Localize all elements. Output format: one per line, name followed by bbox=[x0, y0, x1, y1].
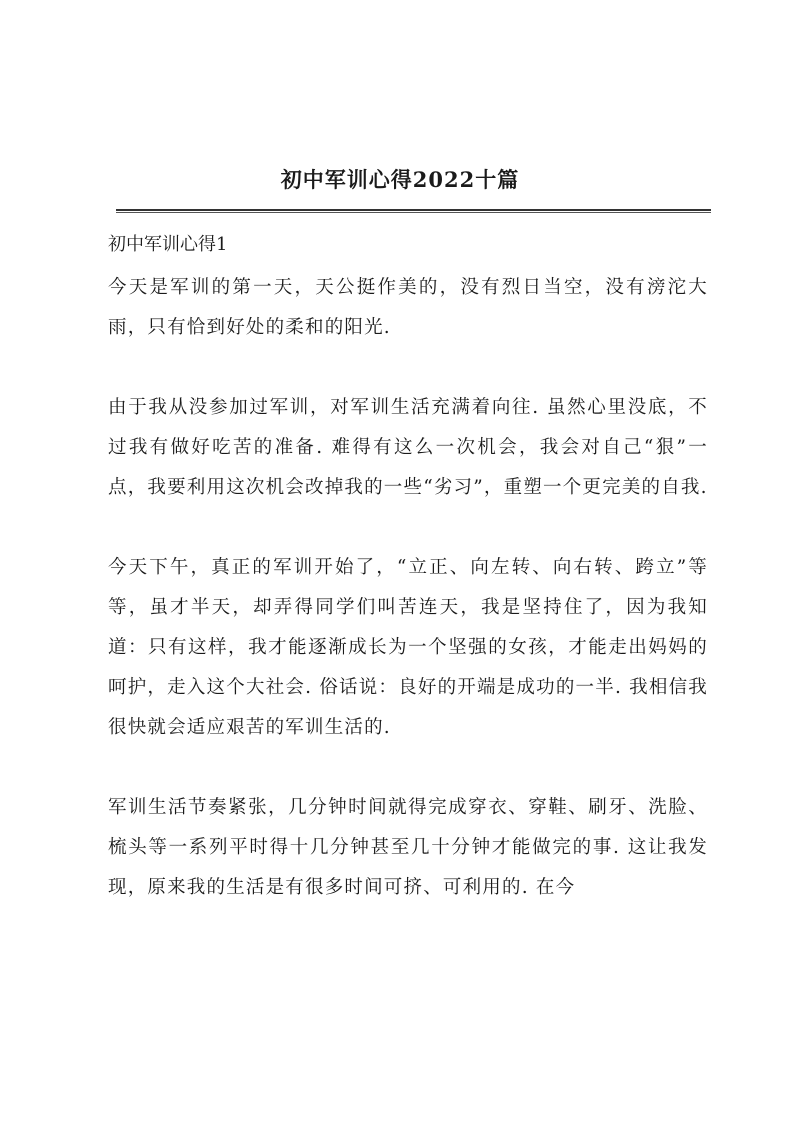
paragraph-3: 今天下午，真正的军训开始了，“立正、向左转、向右转、跨立”等等，虽才半天，却弄得同学们叫苦连天，我是坚持住了，因为我知道：只有这样，我才能逐渐成长为一个坚强的女孩，才能走出妈妈的呵护，走入这个大社会. 俗话说：良好的开端是成功的一半. 我相信我很快就会适应艰苦的军训生活的. bbox=[108, 557, 708, 738]
title-divider bbox=[116, 209, 711, 213]
section-heading: 初中军训心得1 bbox=[108, 234, 228, 255]
document-title: 初中军训心得2022十篇 bbox=[280, 167, 520, 192]
body-text bbox=[108, 268, 708, 948]
paragraph-1: 今天是军训的第一天，天公挺作美的，没有烈日当空，没有滂沱大雨，只有恰到好处的柔和的阳光. bbox=[108, 277, 708, 338]
paragraph-4: 军训生活节奏紧张，几分钟时间就得完成穿衣、穿鞋、刷牙、洗脸、梳头等一系列平时得十几分钟甚至几十分钟才能做完的事. 这让我发现，原来我的生活是有很多时间可挤、可利用的. 在今 bbox=[108, 797, 708, 898]
paragraph-2: 由于我从没参加过军训，对军训生活充满着向往. 虽然心里没底，不过我有做好吃苦的准备. 难得有这么一次机会，我会对自己“狠”一点，我要利用这次机会改掉我的一些“劣习”，重塑一个更完美的自我. bbox=[108, 397, 708, 498]
